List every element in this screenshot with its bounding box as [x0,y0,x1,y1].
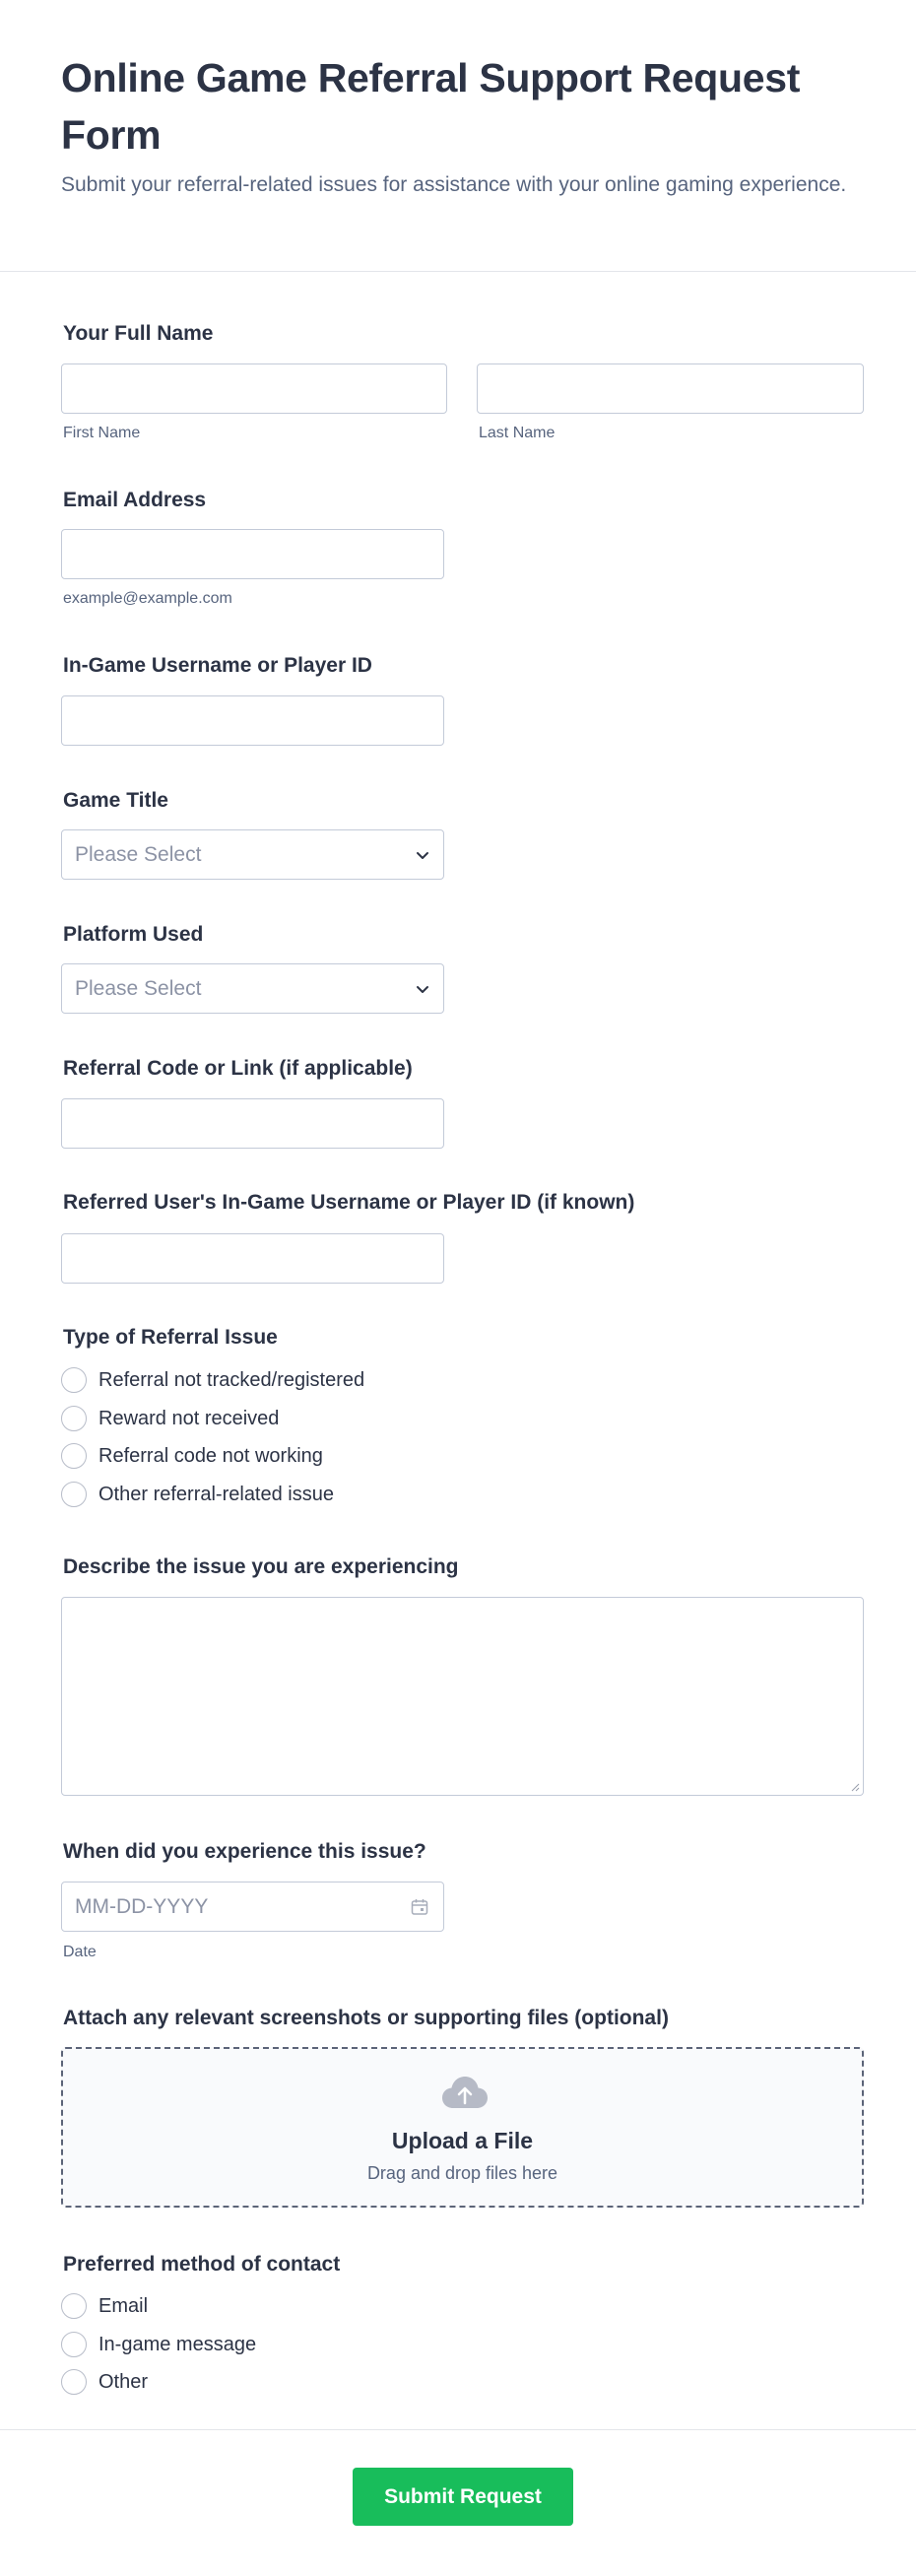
date-placeholder: MM-DD-YYYY [75,1895,209,1918]
game-title-select[interactable] [61,829,444,880]
referred-user-label: Referred User's In-Game Username or Player ID (if known) [63,1191,635,1214]
email-input[interactable] [61,529,444,579]
issue-type-field [61,1324,864,1511]
issue-option-reward-not-received[interactable]: Reward not received [61,1404,279,1433]
contact-method-field [61,2251,864,2409]
issue-option-not-tracked[interactable]: Referral not tracked/registered [61,1365,364,1395]
email-sublabel: example@example.com [63,590,232,607]
contact-method-label: Preferred method of contact [63,2253,341,2276]
username-field [61,652,864,751]
issue-option-code-not-working[interactable]: Referral code not working [61,1441,323,1471]
attachments-label: Attach any relevant screenshots or supporting files (optional) [63,2007,669,2029]
calendar-icon[interactable] [410,1897,429,1917]
game-title-selected: Please Select [75,843,202,866]
contact-option-in-game-message[interactable]: In-game message [61,2330,256,2359]
full-name-field [61,320,864,448]
attachments-field [61,2005,864,2212]
platform-field [61,921,864,1020]
chevron-down-icon [414,846,431,864]
last-name-sublabel: Last Name [479,425,556,441]
radio-button[interactable] [61,1367,87,1393]
radio-button[interactable] [61,1443,87,1469]
radio-button[interactable] [61,2293,87,2319]
platform-label: Platform Used [63,923,204,946]
game-title-field [61,787,864,886]
resize-handle-icon[interactable] [850,1782,860,1792]
chevron-down-icon [414,980,431,998]
form-footer [0,2429,916,2576]
date-field [61,1838,864,1966]
description-label: Describe the issue you are experiencing [63,1555,459,1578]
contact-option-other[interactable]: Other [61,2367,148,2397]
issue-option-other[interactable]: Other referral-related issue [61,1480,334,1509]
radio-button[interactable] [61,2332,87,2357]
email-label: Email Address [63,489,207,511]
description-textarea[interactable] [61,1597,864,1796]
username-input[interactable] [61,695,444,746]
email-field [61,487,864,615]
first-name-input[interactable] [61,363,447,414]
game-title-label: Game Title [63,789,168,812]
first-name-sublabel: First Name [63,425,141,441]
date-label: When did you experience this issue? [63,1840,426,1863]
form-header [0,0,916,272]
platform-select[interactable] [61,963,444,1014]
form-title: Online Game Referral Support Request Form [61,55,801,158]
referral-code-label: Referral Code or Link (if applicable) [63,1057,413,1080]
date-input[interactable] [61,1882,444,1932]
full-name-label: Your Full Name [63,322,214,345]
username-label: In-Game Username or Player ID [63,654,372,677]
contact-option-email[interactable]: Email [61,2291,148,2321]
referral-code-input[interactable] [61,1098,444,1149]
issue-type-label: Type of Referral Issue [63,1326,278,1349]
last-name-input[interactable] [477,363,864,414]
description-field [61,1553,864,1800]
submit-button[interactable]: Submit Request [353,2468,573,2526]
upload-title: Upload a File [391,2128,534,2153]
radio-button[interactable] [61,1482,87,1507]
form-subtitle: Submit your referral-related issues for assistance with your online gaming experience. [61,173,847,196]
referral-code-field [61,1055,864,1154]
platform-selected: Please Select [75,977,202,1000]
date-sublabel: Date [63,1944,97,1960]
file-upload-dropzone[interactable] [61,2047,864,2208]
referred-user-input[interactable] [61,1233,444,1284]
cloud-upload-icon [441,2075,489,2110]
upload-subtitle: Drag and drop files here [366,2163,558,2183]
radio-button[interactable] [61,2369,87,2395]
referred-user-field [61,1189,864,1288]
radio-button[interactable] [61,1406,87,1431]
